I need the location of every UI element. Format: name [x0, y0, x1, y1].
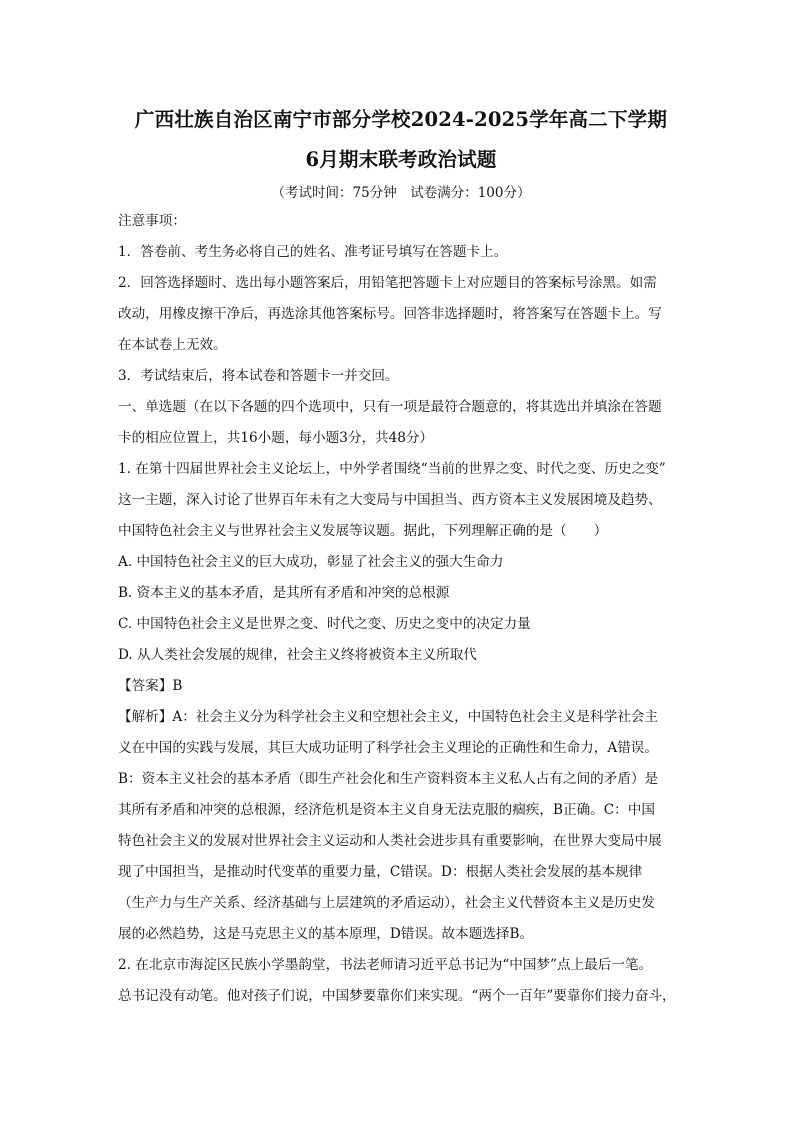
question-1-analysis: 义在中国的实践与发展，其巨大成功证明了科学社会主义理论的正确性和生命力，A错误。 — [118, 740, 658, 756]
question-1-option-c: C. 中国特色社会主义是世界之变、时代之变、历史之变中的决定力量 — [118, 616, 531, 632]
question-1-option-a: A. 中国特色社会主义的巨大成功，彰显了社会主义的强大生命力 — [118, 554, 504, 570]
notice-item: 在本试卷上无效。 — [118, 337, 227, 353]
question-1-analysis: 展的必然趋势，这是马克思主义的基本原理，D错误。故本题选择B。 — [118, 926, 534, 942]
question-1-analysis: 【解析】A：社会主义分为科学社会主义和空想社会主义，中国特色社会主义是科学社会主 — [118, 709, 658, 725]
section-heading: 卡的相应位置上，共16小题，每小题3分，共48分） — [118, 430, 434, 446]
question-1-analysis: 其所有矛盾和冲突的总根源，经济危机是资本主义自身无法克服的痼疾，B正确。C：中国 — [118, 802, 655, 818]
question-1-stem: 这一主题，深入讨论了世界百年未有之大变局与中国担当、西方资本主义发展困境及趋势、 — [118, 492, 662, 508]
question-2-stem: 2. 在北京市海淀区民族小学墨韵堂，书法老师请习近平总书记为“中国梦”点上最后一笔。 — [118, 957, 653, 973]
question-1-option-b: B. 资本主义的基本矛盾，是其所有矛盾和冲突的总根源 — [118, 585, 450, 601]
notice-item: 2．回答选择题时、选出每小题答案后，用铅笔把答题卡上对应题目的答案标号涂黑。如需 — [118, 275, 657, 291]
question-1-stem: 中国特色社会主义与世界社会主义发展等议题。据此，下列理解正确的是（ ） — [118, 523, 608, 539]
question-1-stem: 1. 在第十四届世界社会主义论坛上，中外学者围绕“当前的世界之变、时代之变、历史之变” — [118, 461, 666, 477]
question-2-stem: 总书记没有动笔。他对孩子们说，中国梦要靠你们来实现。“两个一百年”要靠你们接力奋斗， — [118, 988, 676, 1004]
notice-item: 3．考试结束后，将本试卷和答题卡一并交回。 — [118, 368, 399, 384]
section-heading: 一、单选题（在以下各题的四个选项中，只有一项是最符合题意的，将其选出并填涂在答题 — [118, 399, 662, 415]
title-line-2: 6月期末联考政治试题 — [305, 148, 497, 171]
title-line-1: 广西壮族自治区南宁市部分学校2024-2025学年高二下学期 — [134, 108, 668, 131]
question-1-answer: 【答案】B — [118, 678, 183, 694]
document-page — [118, 100, 684, 1012]
question-1-analysis: B：资本主义社会的基本矛盾（即生产社会化和生产资料资本主义私人占有之间的矛盾）是 — [118, 771, 659, 787]
question-1-analysis: 现了中国担当，是推动时代变革的重要力量，C错误。D：根据人类社会发展的基本规律 — [118, 864, 643, 880]
question-1-option-d: D. 从人类社会发展的规律，社会主义终将被资本主义所取代 — [118, 647, 477, 663]
question-1-analysis: 特色社会主义的发展对世界社会主义运动和人类社会进步具有重要影响，在世界大变局中展 — [118, 833, 662, 849]
notice-item: 1．答卷前、考生务必将自己的姓名、准考证号填写在答题卡上。 — [118, 244, 508, 260]
notice-item: 改动，用橡皮擦干净后，再选涂其他答案标号。回答非选择题时，将答案写在答题卡上。写 — [118, 306, 662, 322]
notice-heading: 注意事项： — [118, 213, 186, 229]
question-1-analysis: （生产力与生产关系、经济基础与上层建筑的矛盾运动），社会主义代替资本主义是历史发 — [118, 895, 655, 911]
exam-info: （考试时间：75分钟 试卷满分：100分） — [271, 185, 531, 201]
